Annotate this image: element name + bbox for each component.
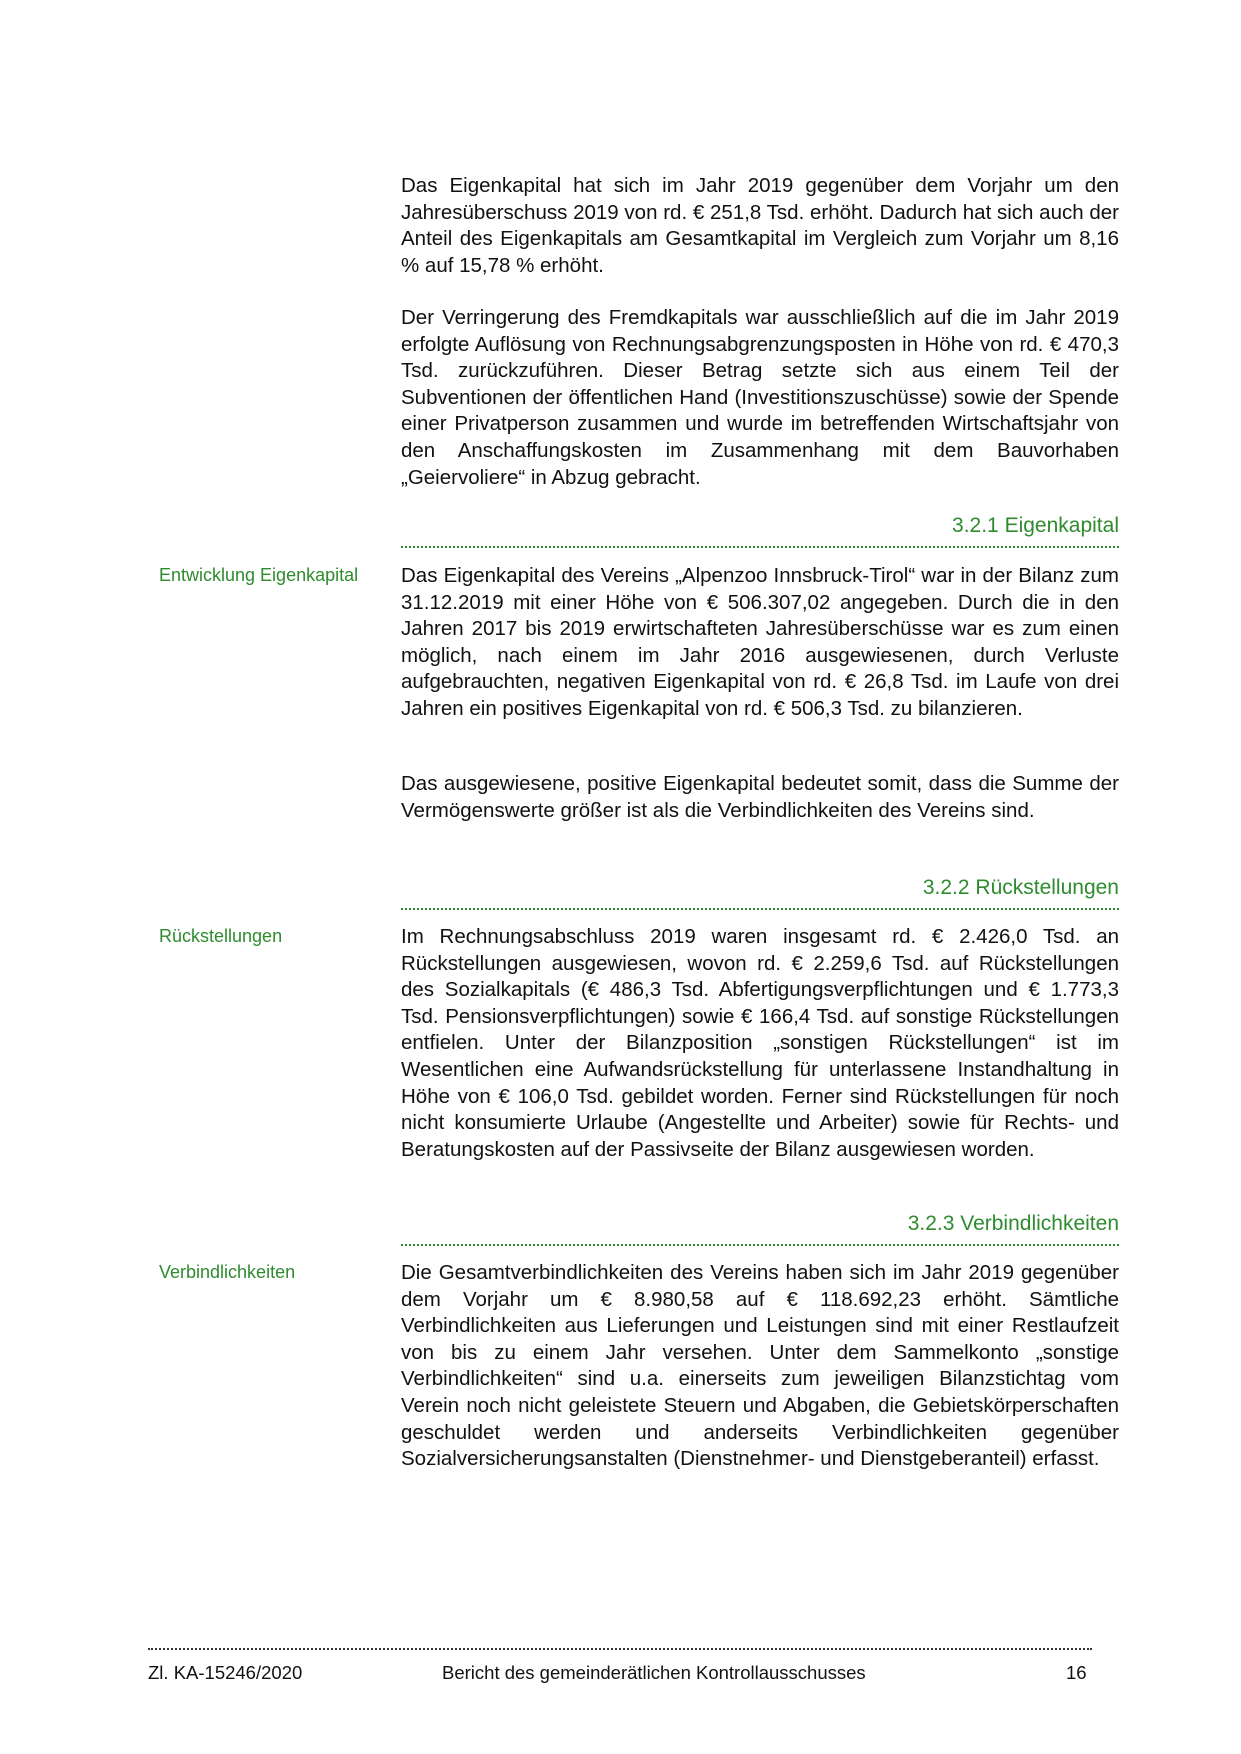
section-eigenkapital-text: [401, 563, 1119, 723]
section-eigenkapital-text-2: [401, 771, 1119, 824]
footer-reference: Zl. KA-15246/2020: [148, 1662, 303, 1683]
side-label-verbindlichkeiten: Verbindlichkeiten: [159, 1262, 296, 1282]
eigenkapital-paragraph-1: Das Eigenkapital des Vereins „Alpenzoo Innsbruck-Tirol“ war in der Bilanz zum 31.12.2019 mit einer Höhe von € 506.307,02 angegeben. Durch die in den Jahren 2017 bis 2019 erwirtschafteten Jahresüberschüsse war es zum einen möglich, nach einem im Jahr 2016 ausgewiesenen, durch Verluste aufgebrauchten, negativen Eigenkapital von rd. € 26,8 Tsd. im Laufe von drei Jahren ein positives Eigenkapital von rd. € 506,3 Tsd. zu bilanzieren.: [401, 564, 1119, 720]
intro-paragraph-2: Der Verringerung des Fremdkapitals war ausschließlich auf die im Jahr 2019 erfolgte Auflösung von Rechnungsabgrenzungsposten in Höhe von rd. € 470,3 Tsd. zurückzuführen. Dieser Betrag setzte sich aus einem Teil der Subventionen der öffentlichen Hand (Investitionszuschüsse) sowie der Spende einer Privatperson zusammen und wurde im betreffenden Wirtschaftsjahr von den Anschaffungskosten im Zusammenhang mit dem Bauvorhaben „Geiervoliere“ in Abzug gebracht.: [401, 306, 1119, 489]
section-heading-verbindlichkeiten: 3.2.3 Verbindlichkeiten: [401, 1212, 1119, 1246]
footer-divider: [148, 1648, 1092, 1650]
rueckstellungen-paragraph-1: Im Rechnungsabschluss 2019 waren insgesamt rd. € 2.426,0 Tsd. an Rückstellungen ausgewiesen, wovon rd. € 2.259,6 Tsd. auf Rückstellungen des Sozialkapitals (€ 486,3 Tsd. Abfertigungsverpflichtungen und € 1.773,3 Tsd. Pensionsverpflichtungen) sowie € 166,4 Tsd. auf sonstige Rückstellungen entfielen. Unter der Bilanzposition „sonstigen Rückstellungen“ ist im Wesentlichen eine Aufwandsrückstellung für unterlassene Instandhaltung in Höhe von € 106,0 Tsd. gebildet worden. Ferner sind Rückstellungen für noch nicht konsumierte Urlaube (Angestellte und Arbeiter) sowie für Rechts- und Beratungskosten auf der Passivseite der Bilanz ausgewiesen worden.: [401, 925, 1119, 1161]
side-label-entwicklung-eigenkapital: Entwicklung Eigenkapital: [159, 565, 359, 585]
side-label-rueckstellungen: Rückstellungen: [159, 926, 283, 946]
intro-paragraph-1: Das Eigenkapital hat sich im Jahr 2019 gegenüber dem Vorjahr um den Jahresüberschuss 2019 von rd. € 251,8 Tsd. erhöht. Dadurch hat sich auch der Anteil des Eigenkapitals am Gesamtkapital im Vergleich zum Vorjahr um 8,16 % auf 15,78 % erhöht.: [401, 174, 1119, 277]
section-verbindlichkeiten-text: [401, 1260, 1119, 1473]
section-heading-rueckstellungen: 3.2.2 Rückstellungen: [401, 876, 1119, 910]
footer-report-title: Bericht des gemeinderätlichen Kontrollausschusses: [442, 1662, 866, 1683]
eigenkapital-paragraph-2: Das ausgewiesene, positive Eigenkapital bedeutet somit, dass die Summe der Vermögenswerte größer ist als die Verbindlichkeiten des Vereins sind.: [401, 772, 1119, 822]
section-heading-eigenkapital: 3.2.1 Eigenkapital: [401, 514, 1119, 548]
page-number: 16: [1066, 1662, 1087, 1683]
verbindlichkeiten-paragraph-1: Die Gesamtverbindlichkeiten des Vereins haben sich im Jahr 2019 gegenüber dem Vorjahr um € 8.980,58 auf € 118.692,23 erhöht. Sämtliche Verbindlichkeiten aus Lieferungen und Leistungen sind mit einer Restlaufzeit von bis zu einem Jahr versehen. Unter dem Sammelkonto „sonstige Verbindlichkeiten“ sind u.a. einerseits zum jeweiligen Bilanzstichtag vom Verein noch nicht geleistete Steuern und Abgaben, die Gebietskörperschaften geschuldet werden und anderseits Verbindlichkeiten gegenüber Sozialversicherungsanstalten (Dienstnehmer- und Dienstgeberanteil) erfasst.: [401, 1261, 1119, 1471]
section-rueckstellungen-text: [401, 924, 1119, 1163]
intro-block: [401, 173, 1119, 279]
intro-block-2: [401, 305, 1119, 491]
